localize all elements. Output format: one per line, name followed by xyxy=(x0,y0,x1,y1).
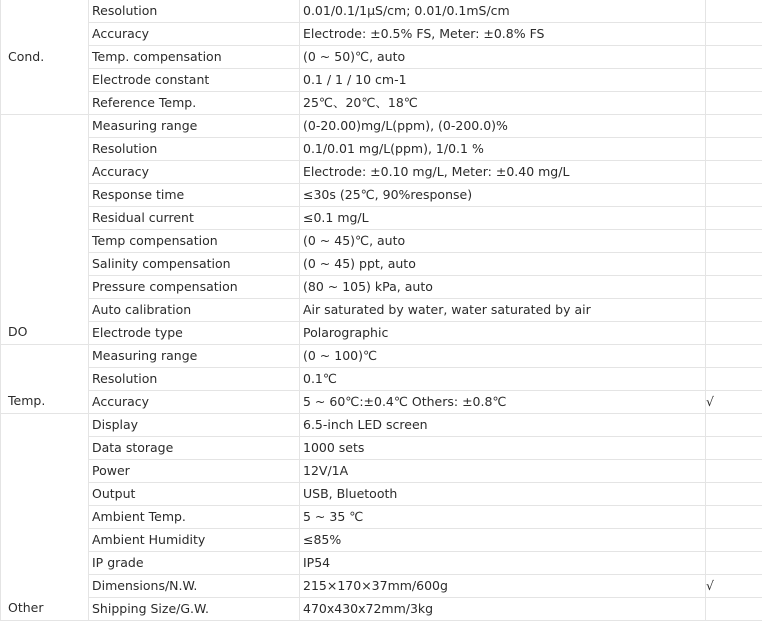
parameter-value: 0.1℃ xyxy=(300,368,706,391)
parameter-name: Resolution xyxy=(89,0,300,23)
parameter-name: Display xyxy=(89,414,300,437)
table-row xyxy=(1,276,762,299)
parameter-value: 5 ~ 60℃:±0.4℃ Others: ±0.8℃ xyxy=(300,391,706,414)
parameter-value: (80 ~ 105) kPa, auto xyxy=(300,276,706,299)
parameter-value: Polarographic xyxy=(300,322,706,345)
group-label: Cond. xyxy=(1,0,89,115)
parameter-name: Dimensions/N.W. xyxy=(89,575,300,598)
check-mark xyxy=(706,138,762,161)
parameter-name: Electrode type xyxy=(89,322,300,345)
parameter-name: Ambient Humidity xyxy=(89,529,300,552)
table-row xyxy=(1,552,762,575)
parameter-value: Air saturated by water, water saturated by air xyxy=(300,299,706,322)
check-mark xyxy=(706,115,762,138)
check-mark xyxy=(706,414,762,437)
spec-table-body xyxy=(1,0,762,621)
table-row xyxy=(1,161,762,184)
parameter-name: Salinity compensation xyxy=(89,253,300,276)
check-mark: √ xyxy=(706,575,762,598)
parameter-value: (0 ~ 45)℃, auto xyxy=(300,230,706,253)
check-mark xyxy=(706,184,762,207)
parameter-value: USB, Bluetooth xyxy=(300,483,706,506)
parameter-value: 215×170×37mm/600g xyxy=(300,575,706,598)
parameter-name: Response time xyxy=(89,184,300,207)
table-row xyxy=(1,437,762,460)
table-row xyxy=(1,69,762,92)
parameter-name: Power xyxy=(89,460,300,483)
parameter-name: Reference Temp. xyxy=(89,92,300,115)
table-row xyxy=(1,322,762,345)
parameter-name: Data storage xyxy=(89,437,300,460)
check-mark xyxy=(706,368,762,391)
parameter-name: IP grade xyxy=(89,552,300,575)
table-row xyxy=(1,368,762,391)
parameter-name: Resolution xyxy=(89,368,300,391)
table-row xyxy=(1,138,762,161)
parameter-value: Electrode: ±0.10 mg/L, Meter: ±0.40 mg/L xyxy=(300,161,706,184)
parameter-name: Electrode constant xyxy=(89,69,300,92)
table-row xyxy=(1,460,762,483)
parameter-name: Accuracy xyxy=(89,161,300,184)
parameter-value: 1000 sets xyxy=(300,437,706,460)
parameter-value: 5 ~ 35 ℃ xyxy=(300,506,706,529)
parameter-value: ≤30s (25℃, 90%response) xyxy=(300,184,706,207)
table-row xyxy=(1,115,762,138)
parameter-value: ≤85% xyxy=(300,529,706,552)
group-label: Temp. xyxy=(1,345,89,414)
table-row xyxy=(1,483,762,506)
table-row xyxy=(1,345,762,368)
check-mark xyxy=(706,0,762,23)
table-row xyxy=(1,46,762,69)
parameter-value: (0 ~ 45) ppt, auto xyxy=(300,253,706,276)
table-row xyxy=(1,414,762,437)
parameter-name: Pressure compensation xyxy=(89,276,300,299)
parameter-name: Temp compensation xyxy=(89,230,300,253)
table-row xyxy=(1,253,762,276)
check-mark xyxy=(706,276,762,299)
table-row xyxy=(1,207,762,230)
table-row xyxy=(1,299,762,322)
check-mark xyxy=(706,598,762,621)
check-mark xyxy=(706,460,762,483)
table-row xyxy=(1,184,762,207)
check-mark xyxy=(706,299,762,322)
parameter-name: Auto calibration xyxy=(89,299,300,322)
check-mark xyxy=(706,345,762,368)
parameter-name: Measuring range xyxy=(89,345,300,368)
check-mark xyxy=(706,46,762,69)
table-row xyxy=(1,575,762,598)
table-row xyxy=(1,391,762,414)
group-label: DO xyxy=(1,115,89,345)
check-mark xyxy=(706,506,762,529)
parameter-name: Temp. compensation xyxy=(89,46,300,69)
check-mark xyxy=(706,322,762,345)
table-row xyxy=(1,0,762,23)
parameter-value: 470x430x72mm/3kg xyxy=(300,598,706,621)
check-mark xyxy=(706,483,762,506)
parameter-value: IP54 xyxy=(300,552,706,575)
parameter-name: Resolution xyxy=(89,138,300,161)
parameter-value: ≤0.1 mg/L xyxy=(300,207,706,230)
parameter-value: Electrode: ±0.5% FS, Meter: ±0.8% FS xyxy=(300,23,706,46)
group-label: Other xyxy=(1,414,89,621)
check-mark: √ xyxy=(706,391,762,414)
parameter-value: 0.1 / 1 / 10 cm-1 xyxy=(300,69,706,92)
check-mark xyxy=(706,437,762,460)
table-row xyxy=(1,598,762,621)
check-mark xyxy=(706,529,762,552)
check-mark xyxy=(706,161,762,184)
check-mark xyxy=(706,69,762,92)
check-mark xyxy=(706,552,762,575)
parameter-value: 0.1/0.01 mg/L(ppm), 1/0.1 % xyxy=(300,138,706,161)
check-mark xyxy=(706,230,762,253)
parameter-value: 6.5-inch LED screen xyxy=(300,414,706,437)
parameter-value: 0.01/0.1/1μS/cm; 0.01/0.1mS/cm xyxy=(300,0,706,23)
parameter-value: 12V/1A xyxy=(300,460,706,483)
check-mark xyxy=(706,92,762,115)
parameter-name: Residual current xyxy=(89,207,300,230)
parameter-name: Ambient Temp. xyxy=(89,506,300,529)
check-mark xyxy=(706,207,762,230)
parameter-name: Measuring range xyxy=(89,115,300,138)
check-mark xyxy=(706,253,762,276)
parameter-name: Accuracy xyxy=(89,23,300,46)
table-row xyxy=(1,506,762,529)
parameter-name: Output xyxy=(89,483,300,506)
check-mark xyxy=(706,23,762,46)
parameter-value: 25℃、20℃、18℃ xyxy=(300,92,706,115)
table-row xyxy=(1,529,762,552)
parameter-name: Accuracy xyxy=(89,391,300,414)
parameter-name: Shipping Size/G.W. xyxy=(89,598,300,621)
parameter-value: (0 ~ 50)℃, auto xyxy=(300,46,706,69)
parameter-value: (0 ~ 100)℃ xyxy=(300,345,706,368)
table-row xyxy=(1,23,762,46)
table-row xyxy=(1,92,762,115)
table-row xyxy=(1,230,762,253)
parameter-value: (0-20.00)mg/L(ppm), (0-200.0)% xyxy=(300,115,706,138)
